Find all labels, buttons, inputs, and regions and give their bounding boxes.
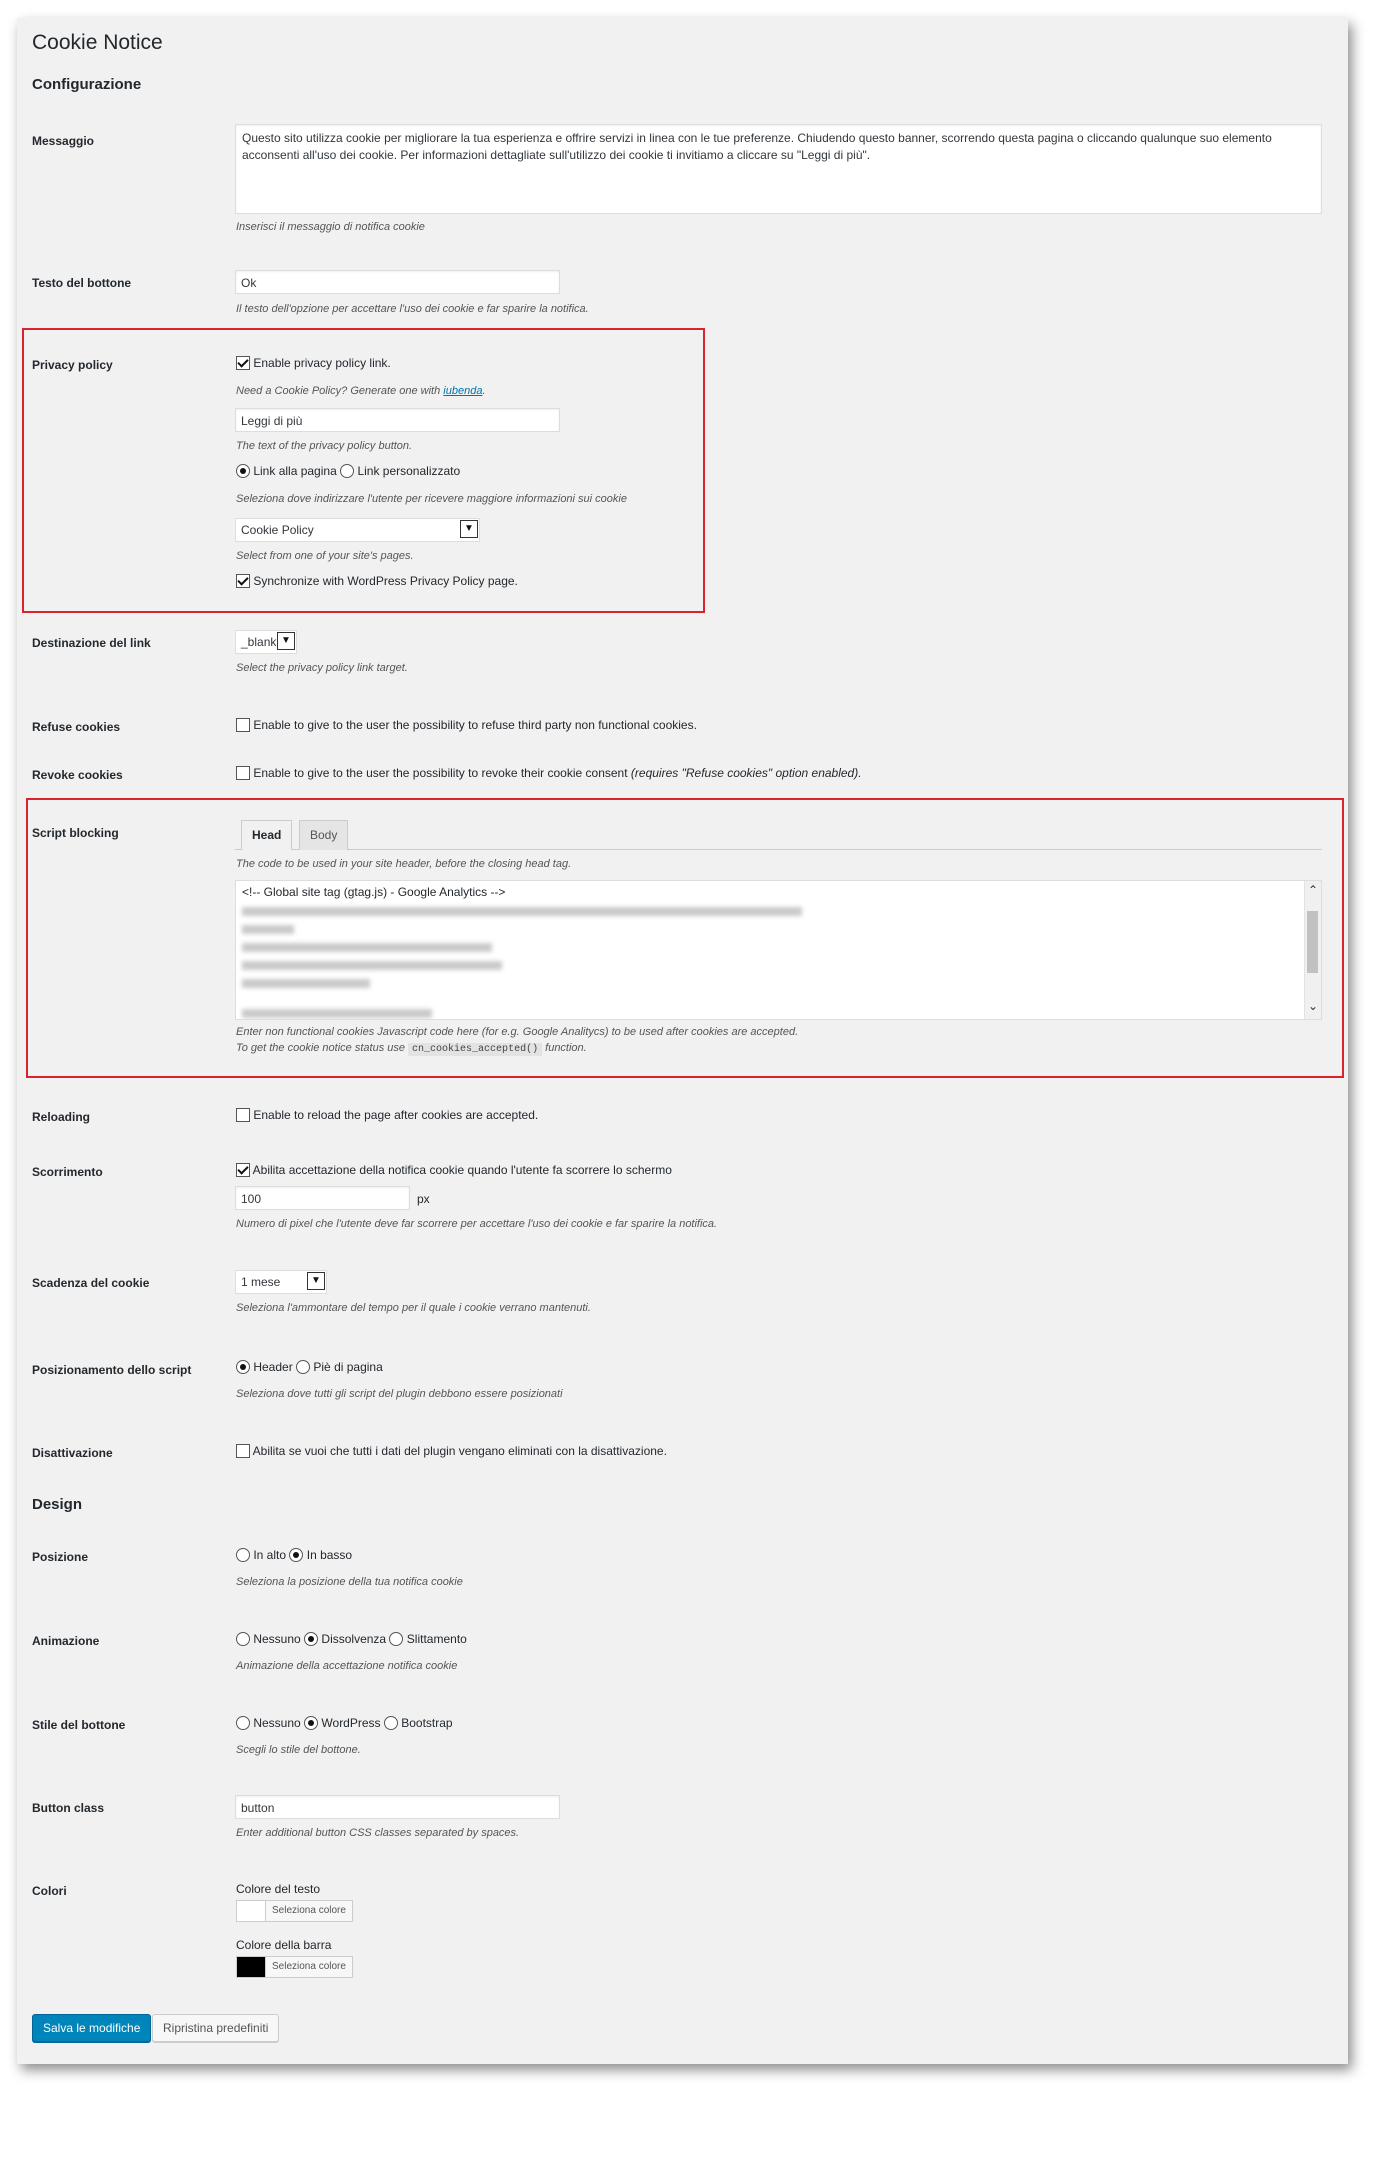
blurred-code-line xyxy=(242,907,802,916)
blurred-code-line xyxy=(242,979,370,988)
scrolling-description: Numero di pixel che l'utente deve far scorrere per accettare l'uso dei cookie e far sparire la notifica. xyxy=(236,1218,718,1230)
radio-style-none[interactable] xyxy=(236,1716,250,1730)
blurred-code-line xyxy=(242,943,492,952)
script-tabs-baseline xyxy=(235,849,1322,850)
radio-header[interactable] xyxy=(236,1360,250,1374)
script-position-radios xyxy=(236,1360,383,1374)
radio-top-label: In alto xyxy=(253,1548,287,1562)
text-color-label: Colore del testo xyxy=(236,1882,321,1896)
radio-animation-fade-label: Dissolvenza xyxy=(321,1632,387,1646)
enable-privacy-link-text: Enable privacy policy link. xyxy=(253,356,391,370)
radio-animation-slide-label: Slittamento xyxy=(406,1632,467,1646)
bar-color-pick-button[interactable]: Seleziona colore xyxy=(265,1956,353,1978)
revoke-cookies-label: Revoke cookies xyxy=(32,768,123,782)
button-class-description: Enter additional button CSS classes separated by spaces. xyxy=(236,1827,520,1839)
privacy-page-select-value: Cookie Policy xyxy=(241,523,314,537)
cookies-accepted-function: cn_cookies_accepted() xyxy=(408,1043,542,1056)
script-status-hint-suffix: function. xyxy=(545,1042,587,1054)
refuse-cookies-checkbox[interactable] xyxy=(236,718,250,732)
blurred-code-line xyxy=(242,961,502,970)
expiry-label: Scadenza del cookie xyxy=(32,1276,150,1290)
radio-footer[interactable] xyxy=(296,1360,310,1374)
blurred-code-line xyxy=(242,925,294,934)
animation-description: Animazione della accettazione notifica cookie xyxy=(236,1660,458,1672)
refuse-cookies-text: Enable to give to the user the possibility to refuse third party non functional cookies. xyxy=(253,718,697,732)
script-head-description: The code to be used in your site header, before the closing head tag. xyxy=(236,858,572,870)
code-scrollbar[interactable] xyxy=(1304,881,1321,1019)
button-text-input[interactable]: Ok xyxy=(235,270,560,294)
radio-style-none-label: Nessuno xyxy=(253,1716,301,1730)
script-status-hint-text: To get the cookie notice status use xyxy=(236,1042,405,1054)
reloading-label: Reloading xyxy=(32,1110,91,1124)
privacy-button-text-description: The text of the privacy policy button. xyxy=(236,440,413,452)
script-code-textarea[interactable] xyxy=(235,880,1322,1020)
scrolling-label: Scorrimento xyxy=(32,1165,103,1179)
message-textarea[interactable]: Questo sito utilizza cookie per migliorare la tua esperienza e offrire servizi in linea con le tue preferenze. Chiudendo questo banner, scorrendo questa pagina o cliccando qualunque suo elemento acconsenti all'uso dei cookie. Per informazioni dettagliate sull'utilizzo dei cookie ti invitiamo a cliccare su "Leggi di più". xyxy=(235,124,1322,214)
reset-defaults-button[interactable]: Ripristina predefiniti xyxy=(152,2014,279,2042)
radio-animation-none[interactable] xyxy=(236,1632,250,1646)
scrolling-unit: px xyxy=(417,1192,430,1206)
radio-animation-fade[interactable] xyxy=(304,1632,318,1646)
privacy-link-type-description: Seleziona dove indirizzare l'utente per ricevere maggiore informazioni sui cookie xyxy=(236,493,627,505)
text-color-swatch[interactable] xyxy=(236,1900,266,1922)
expiry-description: Seleziona l'ammontare del tempo per il quale i cookie verrano mantenuti. xyxy=(236,1302,591,1314)
script-body-description: Enter non functional cookies Javascript code here (for e.g. Google Analitycs) to be used after cookies are accepted. xyxy=(236,1026,799,1038)
bar-color-label: Colore della barra xyxy=(236,1938,332,1952)
revoke-cookies-note: (requires "Refuse cookies" option enabled). xyxy=(630,766,862,780)
page-title: Cookie Notice xyxy=(32,31,163,54)
radio-footer-label: Piè di pagina xyxy=(313,1360,383,1374)
radio-animation-slide[interactable] xyxy=(389,1632,403,1646)
privacy-page-description: Select from one of your site's pages. xyxy=(236,550,414,562)
position-label: Posizione xyxy=(32,1550,89,1564)
script-code-first-line: <!-- Global site tag (gtag.js) - Google Analytics --> xyxy=(242,885,506,899)
privacy-link-type-radios xyxy=(236,464,460,478)
message-label: Messaggio xyxy=(32,134,95,148)
radio-header-label: Header xyxy=(253,1360,293,1374)
radio-link-custom-label: Link personalizzato xyxy=(357,464,461,478)
button-style-radios xyxy=(236,1716,453,1730)
enable-privacy-link-row xyxy=(236,356,391,370)
script-position-label: Posizionamento dello script xyxy=(32,1363,192,1377)
blurred-code-line xyxy=(242,1009,432,1018)
link-target-description: Select the privacy policy link target. xyxy=(236,662,408,674)
chevron-down-icon: ▼ xyxy=(460,520,478,538)
privacy-page-select[interactable] xyxy=(235,518,480,542)
radio-top[interactable] xyxy=(236,1548,250,1562)
sync-privacy-text: Synchronize with WordPress Privacy Policy page. xyxy=(253,574,518,588)
radio-style-wordpress[interactable] xyxy=(304,1716,318,1730)
reloading-row xyxy=(236,1108,538,1122)
button-class-label: Button class xyxy=(32,1801,105,1815)
text-color-pick-button[interactable]: Seleziona colore xyxy=(265,1900,353,1922)
revoke-cookies-text: Enable to give to the user the possibility to revoke their cookie consent xyxy=(253,766,628,780)
expiry-select-value: 1 mese xyxy=(241,1275,281,1289)
radio-animation-none-label: Nessuno xyxy=(253,1632,301,1646)
revoke-cookies-row xyxy=(236,766,862,780)
iubenda-hint xyxy=(236,385,486,397)
script-position-description: Seleziona dove tutti gli script del plugin debbono essere posizionati xyxy=(236,1388,563,1400)
button-text-label: Testo del bottone xyxy=(32,276,132,290)
privacy-policy-label: Privacy policy xyxy=(32,358,113,372)
link-target-label: Destinazione del link xyxy=(32,636,151,650)
enable-privacy-link-checkbox[interactable] xyxy=(236,356,250,370)
chevron-down-icon: ▼ xyxy=(277,632,295,650)
radio-style-bootstrap-label: Bootstrap xyxy=(401,1716,453,1730)
animation-radios xyxy=(236,1632,467,1646)
scrolling-checkbox[interactable] xyxy=(236,1163,250,1177)
link-target-select[interactable] xyxy=(235,630,297,654)
script-status-hint xyxy=(236,1042,587,1055)
button-style-description: Scegli lo stile del bottone. xyxy=(236,1744,361,1756)
position-radios xyxy=(236,1548,352,1562)
section-heading-configuration: Configurazione xyxy=(32,76,142,93)
save-button[interactable]: Salva le modifiche xyxy=(32,2014,151,2042)
radio-style-bootstrap[interactable] xyxy=(384,1716,398,1730)
revoke-cookies-checkbox[interactable] xyxy=(236,766,250,780)
deactivation-row xyxy=(236,1444,667,1458)
link-target-select-value: _blank xyxy=(241,635,277,649)
radio-link-page[interactable] xyxy=(236,464,250,478)
expiry-select[interactable] xyxy=(235,1270,327,1294)
animation-label: Animazione xyxy=(32,1634,100,1648)
scrolling-text: Abilita accettazione della notifica cookie quando l'utente fa scorrere lo schermo xyxy=(252,1163,672,1177)
tab-head[interactable]: Head xyxy=(241,820,292,850)
deactivation-text: Abilita se vuoi che tutti i dati del plugin vengano eliminati con la disattivazione. xyxy=(252,1444,667,1458)
button-class-input[interactable]: button xyxy=(235,1795,560,1819)
iubenda-hint-text: Need a Cookie Policy? Generate one with xyxy=(236,385,441,397)
tab-body[interactable]: Body xyxy=(299,820,348,850)
radio-bottom-label: In basso xyxy=(306,1548,353,1562)
deactivation-checkbox[interactable] xyxy=(236,1444,250,1458)
scrollbar-thumb[interactable] xyxy=(1307,911,1318,973)
message-description: Inserisci il messaggio di notifica cookie xyxy=(236,221,425,233)
refuse-cookies-row xyxy=(236,718,697,732)
reloading-text: Enable to reload the page after cookies are accepted. xyxy=(253,1108,539,1122)
scroll-down-icon[interactable]: ⌄ xyxy=(1307,999,1319,1013)
colors-label: Colori xyxy=(32,1884,67,1898)
radio-link-custom[interactable] xyxy=(340,464,354,478)
scrolling-offset-input[interactable]: 100 xyxy=(235,1186,410,1210)
privacy-button-text-input[interactable]: Leggi di più xyxy=(235,408,560,432)
script-blocking-label: Script blocking xyxy=(32,826,119,840)
button-style-label: Stile del bottone xyxy=(32,1718,126,1732)
sync-privacy-row xyxy=(236,574,518,588)
radio-bottom[interactable] xyxy=(289,1548,303,1562)
scroll-up-icon[interactable]: ⌃ xyxy=(1307,883,1319,897)
reloading-checkbox[interactable] xyxy=(236,1108,250,1122)
radio-link-page-label: Link alla pagina xyxy=(253,464,337,478)
settings-panel xyxy=(17,18,1348,2064)
radio-style-wordpress-label: WordPress xyxy=(321,1716,381,1730)
section-heading-design: Design xyxy=(32,1496,83,1513)
deactivation-label: Disattivazione xyxy=(32,1446,113,1460)
sync-privacy-checkbox[interactable] xyxy=(236,574,250,588)
chevron-down-icon: ▼ xyxy=(307,1272,325,1290)
scrolling-row xyxy=(236,1163,672,1177)
iubenda-link[interactable]: iubenda xyxy=(443,385,483,397)
refuse-cookies-label: Refuse cookies xyxy=(32,720,121,734)
button-text-description: Il testo dell'opzione per accettare l'uso dei cookie e far sparire la notifica. xyxy=(236,303,589,315)
position-description: Seleziona la posizione della tua notifica cookie xyxy=(236,1576,463,1588)
bar-color-swatch[interactable] xyxy=(236,1956,266,1978)
iubenda-hint-dot: . xyxy=(482,385,486,397)
